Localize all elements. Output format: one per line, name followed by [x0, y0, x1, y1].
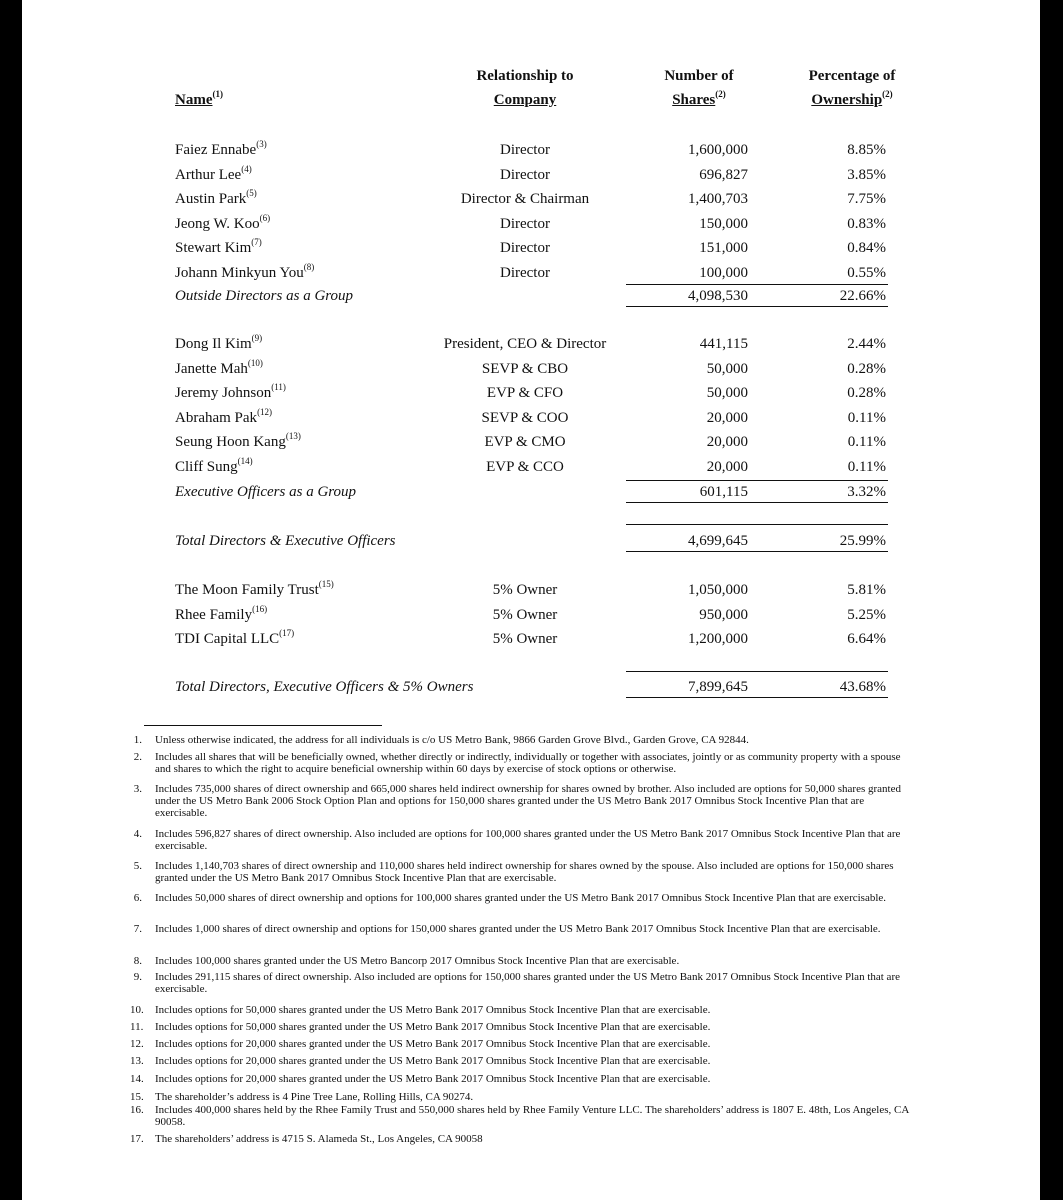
divider: [626, 502, 888, 503]
holder-name-text: Arthur Lee: [175, 166, 242, 183]
footnote-number: 5.: [133, 860, 142, 872]
holder-name-text: Jeong W. Koo: [175, 215, 260, 232]
holder-name-text: Dong Il Kim: [175, 336, 252, 352]
percent: 0.28%: [847, 385, 886, 401]
holder-name-text: The Moon Family Trust: [175, 582, 319, 598]
footnote-ref: (16): [252, 603, 268, 614]
percent: 0.11%: [847, 458, 886, 475]
relationship: SEVP & COO: [481, 409, 569, 426]
divider: [626, 306, 888, 307]
document-page: [22, 0, 1040, 1200]
footnote-ref: (5): [246, 188, 257, 198]
holder-name-text: Jeremy Johnson: [175, 385, 272, 401]
footnote-text: Includes options for 20,000 shares granted under the US Metro Bank 2017 Omnibus Stock Incentive Plan that are exercisable.: [155, 1038, 711, 1050]
percent: 6.64%: [847, 631, 886, 647]
relationship: 5% Owner: [492, 582, 558, 598]
holder-name-text: Janette Mah: [175, 360, 248, 377]
holder-name-text: Cliff Sung: [175, 458, 238, 475]
group-shares: 601,115: [699, 484, 748, 500]
header-relationship: [425, 64, 625, 112]
divider: [626, 524, 888, 525]
footnote-number: 7.: [133, 923, 142, 935]
shares: 100,000: [699, 264, 748, 281]
footnote-number: 16.: [130, 1104, 144, 1116]
percent: 2.44%: [847, 336, 886, 352]
holder-name: [175, 236, 262, 260]
header-shares-line2: Shares: [672, 92, 716, 108]
relationship: 5% Owner: [492, 606, 558, 623]
header-name: [175, 88, 223, 112]
footnote-number: 15.: [130, 1091, 144, 1103]
shares: 441,115: [699, 336, 748, 352]
header-shares-footnote: (2): [715, 89, 726, 99]
footnote-number: 1.: [133, 734, 142, 746]
group-label: Executive Officers as a Group: [175, 484, 357, 500]
footnote-ref: (9): [251, 333, 263, 343]
footnote-text: Includes 50,000 shares of direct ownership and options for 100,000 shares granted under the US Metro Bank 2017 Omnibus Stock Incentive Plan that are exercisable.: [155, 892, 887, 904]
header-shares: [629, 64, 769, 112]
holder-name: [175, 187, 257, 211]
footnote-text: Includes options for 50,000 shares granted under the US Metro Bank 2017 Omnibus Stock Incentive Plan that are exercisable.: [155, 1004, 711, 1016]
footnote-ref: (4): [241, 163, 252, 174]
holder-name-text: Johann Minkyun You: [175, 264, 304, 281]
footnote-text: Includes options for 20,000 shares granted under the US Metro Bank 2017 Omnibus Stock Incentive Plan that are exercisable.: [155, 1073, 711, 1085]
relationship: 5% Owner: [492, 631, 558, 647]
holder-name: [175, 406, 272, 430]
footnote-text: Includes 735,000 shares of direct ownership and 665,000 shares held indirect ownership for shares owned by brother. Also included are options for 50,000 shares granted under the US Metro Bank 2006 Stock Option Plan and options for 150,000 shares granted under the US Metro Bank 2017 Omnibus Stock Incentive Plan that are exercisable.: [155, 783, 901, 819]
table-row: [22, 381, 1040, 405]
holder-name: [175, 603, 267, 627]
relationship: Director: [500, 142, 550, 158]
footnote-ref: (10): [247, 357, 263, 368]
table-row: [22, 430, 1040, 454]
header-relationship-line2: Company: [493, 92, 557, 108]
relationship: Director: [500, 240, 550, 256]
shares: 150,000: [699, 215, 748, 232]
exec-group-row: [22, 480, 1040, 504]
total-all-row: [22, 675, 1040, 699]
relationship: SEVP & CBO: [481, 360, 569, 377]
table-row: [22, 236, 1040, 260]
total-percent: 43.68%: [839, 679, 886, 695]
holder-name: [175, 163, 252, 187]
header-percentage: [762, 64, 942, 112]
divider: [626, 697, 888, 698]
footnote-number: 6.: [133, 892, 142, 904]
percent: 0.28%: [847, 360, 886, 377]
footnote-number: 2.: [133, 751, 142, 763]
header-name-label: Name: [175, 92, 213, 108]
footnote-text: Includes 100,000 shares granted under the US Metro Bancorp 2017 Omnibus Stock Incentive Plan that are exercisable.: [155, 955, 680, 967]
holder-name: [175, 212, 270, 236]
outside-group-row: [22, 284, 1040, 308]
footnote-ref: (12): [257, 406, 273, 417]
footnote-text: Includes options for 50,000 shares granted under the US Metro Bank 2017 Omnibus Stock Incentive Plan that are exercisable.: [155, 1021, 711, 1033]
footnote-ref: (3): [256, 139, 267, 149]
divider: [626, 671, 888, 672]
holder-name-text: Stewart Kim: [175, 240, 252, 256]
holder-name: [175, 261, 314, 285]
footnote-separator: [144, 725, 382, 726]
table-row: [22, 357, 1040, 381]
table-row: [22, 212, 1040, 236]
divider: [626, 480, 888, 481]
footnote-text: Includes 1,000 shares of direct ownership and options for 150,000 shares granted under the US Metro Bank 2017 Omnibus Stock Incentive Plan that are exercisable.: [155, 923, 881, 935]
footnote-number: 17.: [130, 1133, 144, 1145]
shares: 20,000: [706, 434, 748, 450]
footnote-ref: (8): [303, 261, 315, 272]
footnote-number: 12.: [130, 1038, 144, 1050]
divider: [626, 284, 888, 285]
footnote-ref: (6): [259, 212, 271, 223]
header-name-footnote: (1): [212, 89, 223, 99]
shares: 1,200,000: [688, 631, 748, 647]
footnote-number: 9.: [133, 971, 142, 983]
holder-name: [175, 627, 294, 651]
relationship: Director: [500, 215, 550, 232]
holder-name-text: Rhee Family: [175, 606, 253, 623]
total-dir-exec-row: [22, 529, 1040, 553]
table-row: [22, 455, 1040, 479]
holder-name-text: Abraham Pak: [175, 409, 258, 426]
relationship: EVP & CCO: [486, 458, 564, 475]
footnote-ref: (7): [251, 237, 262, 247]
divider: [626, 551, 888, 552]
footnote-number: 3.: [133, 783, 142, 795]
footnote-text: Unless otherwise indicated, the address for all individuals is c/o US Metro Bank, 9866 Garden Grove Blvd., Garden Grove, CA 92844.: [155, 734, 749, 746]
footnote-text: Includes options for 20,000 shares granted under the US Metro Bank 2017 Omnibus Stock Incentive Plan that are exercisable.: [155, 1055, 711, 1067]
shares: 950,000: [699, 606, 748, 623]
footnote-text: Includes 400,000 shares held by the Rhee Family Trust and 550,000 shares held by Rhee Family Venture LLC. The shareholders’ address is 1807 E. 48th, Los Angeles, CA 90058.: [155, 1104, 909, 1128]
footnote-number: 8.: [133, 955, 142, 967]
footnote-number: 14.: [130, 1073, 144, 1085]
table-row: [22, 163, 1040, 187]
footnote-text: The shareholder’s address is 4 Pine Tree Lane, Rolling Hills, CA 90274.: [155, 1091, 474, 1103]
holder-name-text: TDI Capital LLC: [175, 631, 280, 647]
footnote-number: 10.: [130, 1004, 144, 1016]
table-row: [22, 138, 1040, 162]
table-row: [22, 187, 1040, 211]
footnote-ref: (13): [285, 431, 301, 441]
relationship: Director & Chairman: [460, 191, 590, 207]
holder-name-text: Austin Park: [175, 191, 247, 207]
header-relationship-line1: Relationship to: [476, 68, 574, 84]
total-shares: 4,699,645: [688, 533, 748, 549]
holder-name: [175, 381, 286, 405]
table-row: [22, 578, 1040, 602]
shares: 1,600,000: [688, 142, 748, 158]
footnote-text: Includes all shares that will be beneficially owned, whether directly or indirectly, individually or together with associates, jointly or as community property with a spouse and shares to which the right to acquire beneficial ownership within 60 days by exercise of stock options or otherwise.: [155, 751, 901, 775]
table-row: [22, 627, 1040, 651]
header-percentage-line2: Ownership: [811, 92, 883, 108]
footnote-number: 13.: [130, 1055, 144, 1067]
relationship: President, CEO & Director: [443, 336, 607, 352]
group-shares: 4,098,530: [688, 288, 748, 304]
relationship: EVP & CFO: [486, 385, 564, 401]
holder-name: [175, 332, 262, 356]
holder-name-text: Seung Hoon Kang: [175, 434, 286, 450]
table-row: [22, 332, 1040, 356]
header-percentage-footnote: (2): [882, 89, 893, 99]
shares: 50,000: [706, 360, 748, 377]
total-shares: 7,899,645: [688, 679, 748, 695]
holder-name: [175, 430, 301, 454]
total-label: Total Directors, Executive Officers & 5% Owners: [175, 679, 474, 695]
shares: 1,050,000: [688, 582, 748, 598]
footnote-number: 11.: [130, 1021, 144, 1033]
shares: 50,000: [706, 385, 748, 401]
percent: 0.83%: [847, 215, 886, 232]
percent: 5.25%: [847, 606, 886, 623]
relationship: Director: [500, 166, 550, 183]
footnote-text: Includes 291,115 shares of direct ownership. Also included are options for 150,000 shares granted under the US Metro Bank 2017 Omnibus Stock Incentive Plan that are exercisable.: [155, 971, 900, 995]
relationship: Director: [500, 264, 550, 281]
percent: 0.11%: [847, 409, 886, 426]
header-shares-line1: Number of: [664, 68, 734, 84]
shares: 696,827: [699, 166, 748, 183]
header-percentage-line1: Percentage of: [808, 68, 896, 84]
holder-name-text: Faiez Ennabe: [175, 142, 257, 158]
holder-name: [175, 138, 267, 162]
footnote-ref: (15): [318, 579, 334, 589]
shares: 151,000: [699, 240, 748, 256]
holder-name: [175, 455, 253, 479]
group-label: Outside Directors as a Group: [175, 288, 354, 304]
shares: 20,000: [706, 409, 748, 426]
footnote-text: The shareholders’ address is 4715 S. Alameda St., Los Angeles, CA 90058: [155, 1133, 483, 1145]
total-label: Total Directors & Executive Officers: [175, 533, 396, 549]
percent: 0.55%: [847, 264, 886, 281]
holder-name: [175, 578, 334, 602]
percent: 5.81%: [847, 582, 886, 598]
percent: 0.84%: [847, 240, 886, 256]
shares: 20,000: [706, 458, 748, 475]
group-percent: 3.32%: [847, 484, 886, 500]
footnote-ref: (14): [237, 455, 253, 466]
relationship: EVP & CMO: [484, 434, 566, 450]
table-row: [22, 261, 1040, 285]
footnote-ref: (17): [279, 628, 295, 638]
percent: 0.11%: [847, 434, 886, 450]
percent: 8.85%: [847, 142, 886, 158]
total-percent: 25.99%: [839, 533, 886, 549]
footnote-text: Includes 1,140,703 shares of direct ownership and 110,000 shares held indirect ownership for shares owned by the spouse. Also included are options for 150,000 shares granted under the US Metro Bank 2017 Omnibus Stock Incentive Plan that are exercisable.: [155, 860, 894, 884]
footnote-number: 4.: [133, 828, 142, 840]
percent: 7.75%: [847, 191, 886, 207]
footnote-text: Includes 596,827 shares of direct ownership. Also included are options for 100,000 shares granted under the US Metro Bank 2017 Omnibus Stock Incentive Plan that are exercisable.: [155, 828, 901, 852]
group-percent: 22.66%: [839, 288, 886, 304]
footnote-ref: (11): [271, 382, 286, 392]
table-row: [22, 406, 1040, 430]
percent: 3.85%: [847, 166, 886, 183]
holder-name: [175, 357, 263, 381]
table-row: [22, 603, 1040, 627]
shares: 1,400,703: [688, 191, 748, 207]
